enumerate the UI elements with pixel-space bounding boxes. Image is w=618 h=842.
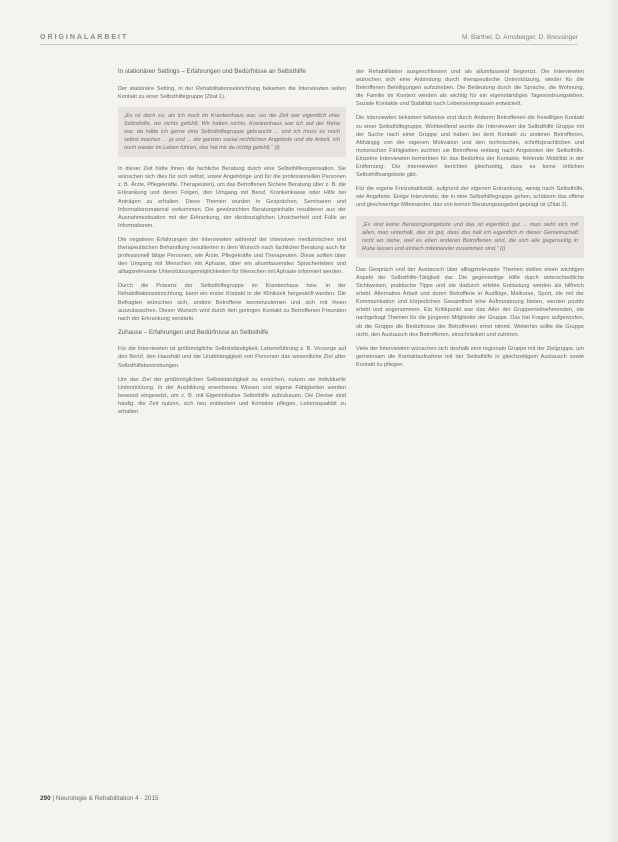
section-heading-home: Zuhause – Erfahrungen und Bedürfnisse an Selbsthilfe [118, 328, 269, 336]
paragraph: Für die Interviewten ist größtmögliche Selbstständigkeit, Lebensführung z. B. Vorsorge auf den Beruf, den Haushalt und die Unabhängigkeit von Personen das wesentliche Ziel after Selbsthilfebestrebungen. [118, 346, 346, 369]
paragraph: Durch die Präsenz der Selbsthilfegruppe im Krankenhaus bzw. in der Rehabilitationseinrichtung, kann ein erster Kontakt in die Klinikzeit hergestellt werden. Die Befragten wünschen sich, andere Betroffene kennenzulernen und sich mit ihnen auszutauschen. Dieser Wunsch wird durch den geringen Kontakt zu Betroffenen Freunden nach der Erkrankung verstärkt. [118, 283, 346, 322]
header-divider [40, 44, 578, 45]
paragraph: Der stationäre Setting, in der Rehabilitationseinrichtung bekamen die Interviewten selten Kontakt zu einer Selbsthilfegruppe (Zitat 1). [118, 85, 346, 100]
section-heading-stationary: In stationären Settings – Erfahrungen und Bedürfnisse an Selbsthilfe [118, 68, 306, 75]
paragraph: Das Gespräch und der Austausch über alltagsrelevante Themen stellen einen wichtigen Aspekt der Selbsthilfe-Tätigkeit dar. Die gegenseitige Hilfe durch unterschiedliche Sichtweisen, praktische Tipps und die dadurch erlebte Entlastung werden als hilfreich erlebt. Alternative Arbeit und deren Betroffene in Ausflüge, Malkurse, Sport, die mit der Kommunikation und körperlichen Gesamtheit eine Aufmunterung bieten, werden positiv erlebt und angenommen. Ein Kritikpunkt war das Alter der Gruppenteilnehmenden, die nachgefragt Themen für die jüngeren Mitglieder der Gruppe. Das hat Fragen aufgeworfen, ob die Gruppe die Bedürfnisse der Betroffenen ernst nimmt. Weiterhin sollte die Gruppe nicht, den Austausch des Betroffenen, einschränken und zuhören. [356, 266, 584, 338]
quote-text: „Es ist doch so, als ich noch im Krankenhaus war, wo die Zeit war eigentlich eher Selbsthilfe, wo nichts gefühlt. Wir hatten nichts, Krankenhaus war ich auf der Reha war, da hätte ich gerne eine Selbsthilfegruppe gebraucht ... und ich muss es noch selbst machen ... ja und ... die ganzen sozial rechtlichen Angebote und die Arbeit, ich noch wieder im Leben führen, das hat mir da richtig gefehlt.“ (I) [124, 112, 340, 152]
page-footer: 290 | Neurologie & Rehabilitation 4 · 2015 [40, 795, 159, 802]
authors-header: M. Barthel, D. Arnsberger, D. Bressinger [462, 34, 578, 41]
journal-title: Neurologie & Rehabilitation 4 · 2015 [55, 795, 159, 802]
quote-text: „Es sind keine Beratungsangebote und das ist eigentlich gut ... man sieht sich mit allen, man unterhält, das ist gut, dass das halt ich eigentlich in dieser Gemeinschaft nicht wo stehe, weil es eben anderen Betroffenen sind, die sich alle gegenseitig in Ruhe lassen und einfach miteinander zusammen sind.“ (I) [362, 221, 578, 252]
paragraph: Die Interviewten bekamen teilweise erst durch Anderen Betroffenen die freiwilligen Kontakt zu einer Selbsthilfegruppe. Wohlwollend wurde die Interviewten die Selbsthilfe Gruppe mit der Suche nach einer Gruppe und haben bei dem Kontakt zu anderen Betroffenen, Abhängig von der eigenen Motivation und den technischen, schriftsprachlichen und motorischen Fähigkeiten suchten sie Betroffene entlang nach Angeboten der Selbsthilfe. Einzelne Interviewten bemerkten für das Bedürfnis der Kontakte, fehlende Mobilität in der Entfernung. Die Interviewten berichten gleichzeitig, dass es keine örtlichen Selbsthilfeangebote gibt. [356, 115, 584, 179]
right-column [356, 68, 584, 375]
paragraph: Für die eigene Freizeitaktivität, aufgrund der eigenen Erkrankung, wenig nach Selbsthilfe, wie Angebote. Einige Interviewte, die in eine Selbsthilfegruppe gehen, schätzen das offene und gleichwertige Miteinander, das von keinen Beratungsangebot geprägt ist (Zitat 2). [356, 186, 584, 209]
page-edge-shadow [608, 0, 618, 842]
paragraph: Viele der Interviewten wünschen sich deshalb eine regionale Gruppe mit der Zielgruppe, um gemeinsam die Kontaktaufnahme mit der Selbsthilfe in gleichzeitigem Austausch sowie Kontakt zu pflegen. [356, 345, 584, 368]
quote-box [118, 107, 346, 157]
paragraph: In dieser Zeit hätte ihnen die fachliche Beratung durch eine Selbsthilfeorganisation. Sie wünschen sich dies für sich selbst, sowie Angehörige und für die professionellen Personen z. B. Ärzte, Pflegekräfte, Therapeuten), um das Betroffenen Sichere Beratung über z. B. die Erkrankung und deren Folgen, den Umgang mit Beruf, Krankenkasse oder Hilfe bei Anträgen zu erhalten. Diese Themen wurden in Gesprächen, Seminaren und Informationsmaterial vorkommen. Die gewünschten Beratungsinhalte resultieren aus der Ausnahmesituation mit der Erkrankung, der diesbezüglichen Unsicherheit und Fülle an Informationen. [118, 166, 346, 229]
page-number: 290 [40, 795, 51, 802]
paragraph: der Rehabilitation ausgeschlossen und als allumfassend begrenzt. Die Interviewten wünschen sich eine Anbindung durch therapeutische Unterstützung, wieder für die Betroffenen Beteiligungen aufzuheben. Die Bedeutung durch die Sprache, die Wohnung, die Familie im Kontext werden als wichtig für ein eigenständiges Tagesordnungsleben, Soziale Kontakte und Stabilität nach Lebensereignissen entwickelt. [356, 69, 584, 108]
paragraph: Um das Ziel der größtmöglichen Selbstständigkeit zu erreichen, nutzen sie individuelle Unterstützung. In der Ausbildung erworbenes Wissen und eigene Fähigkeiten werden bewusst eingesetzt, um z. B. mit Eigeninitiative Selbsthilfe aufzubauen. Die Devise sind häufig: die Zeit nutzen, sich neu entdecken und Kontakte pflegen, Lebensqualität zu erhalten. [118, 376, 346, 415]
paragraph: Die negativen Erfahrungen der Interviewten während der intensiven medizinischen und therapeutischen Behandlung resultierten in dem Wunsch nach fachlicher Beratung auch für professionell tätige Personen, wie Ärzte, Pflegekräfte und Therapeuten. Diese sollten über den Umgang mit Menschen mit Aphasie, über ein allumfassendes Spracherleben und alltagsrelevante Unterstützungsmöglichkeiten für Menschen mit Aphasie informiert werden. [118, 236, 346, 276]
journal-section-label: ORIGINALARBEIT [40, 34, 129, 41]
quote-box [356, 216, 584, 258]
left-column [118, 68, 346, 422]
